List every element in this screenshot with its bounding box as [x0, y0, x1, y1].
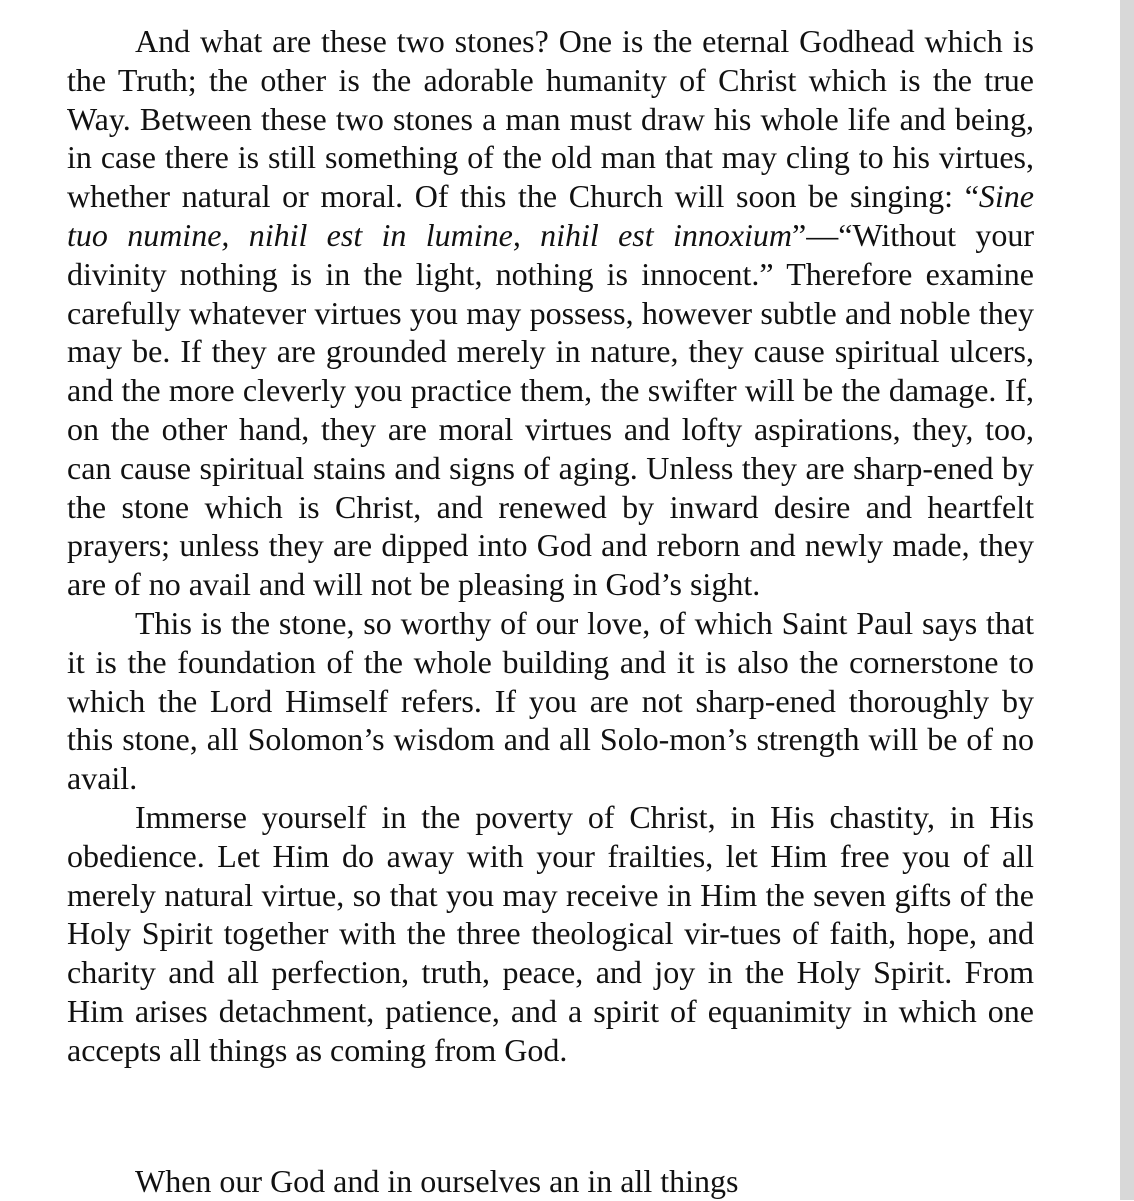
- paragraph-cornerstone: This is the stone, so worthy of our love, of which Saint Paul says that it is the foundation of the whole building and it is also the cornerstone to which the Lord Himself refers. If you are not sharp-ened thoroughly by this stone, all Solomon’s wisdom and all Solo-mon’s strength will be of no avail.: [67, 604, 1034, 797]
- paragraph-immerse: Immerse yourself in the poverty of Christ, in His chastity, in His obedience. Let Him do away with your frailties, let Him free you of all merely natural virtue, so that you may receive in Him the seven gifts of the Holy Spirit together with the three theological vir-tues of faith, hope, and charity and all perfection, truth, peace, and joy in the Holy Spirit. From Him arises detachment, patience, and a spirit of equanimity in which one accepts all things as coming from God.: [67, 798, 1034, 1068]
- page-edge-shadow: [1120, 0, 1134, 1200]
- paragraph-text-start: And what are these two stones? One is the eternal Godhead which is the Truth; the other is the adorable humanity of Christ which is the true Way. Between these two stones a man must draw his whole life and being, in case there is still something of the old man that may cling to his virtues, whether natural or moral. Of this the Church will soon be singing: “: [67, 23, 1034, 215]
- paragraph-two-stones: [67, 22, 1034, 604]
- paragraph-text-end: ”—“Without your divinity nothing is in the light, nothing is innocent.” Therefore examine carefully whatever virtues you may possess, however subtle and noble they may be. If they are grounded merely in nature, they cause spiritual ulcers, and the more cleverly you practice them, the swifter will be the damage. If, on the other hand, they are moral virtues and lofty aspirations, they, too, can cause spiritual stains and signs of aging. Unless they are sharp-ened by the stone which is Christ, and renewed by inward desire and heartfelt prayers; unless they are dipped into God and reborn and newly made, they are of no avail and will not be pleasing in God’s sight.: [67, 216, 1035, 603]
- latin-quote: Sine tuo numine, nihil est in lumine, nihil est innoxium: [67, 178, 1034, 253]
- book-page: [67, 22, 1034, 1070]
- cut-off-text-line: When our God and in ourselves an in all things: [135, 1163, 739, 1199]
